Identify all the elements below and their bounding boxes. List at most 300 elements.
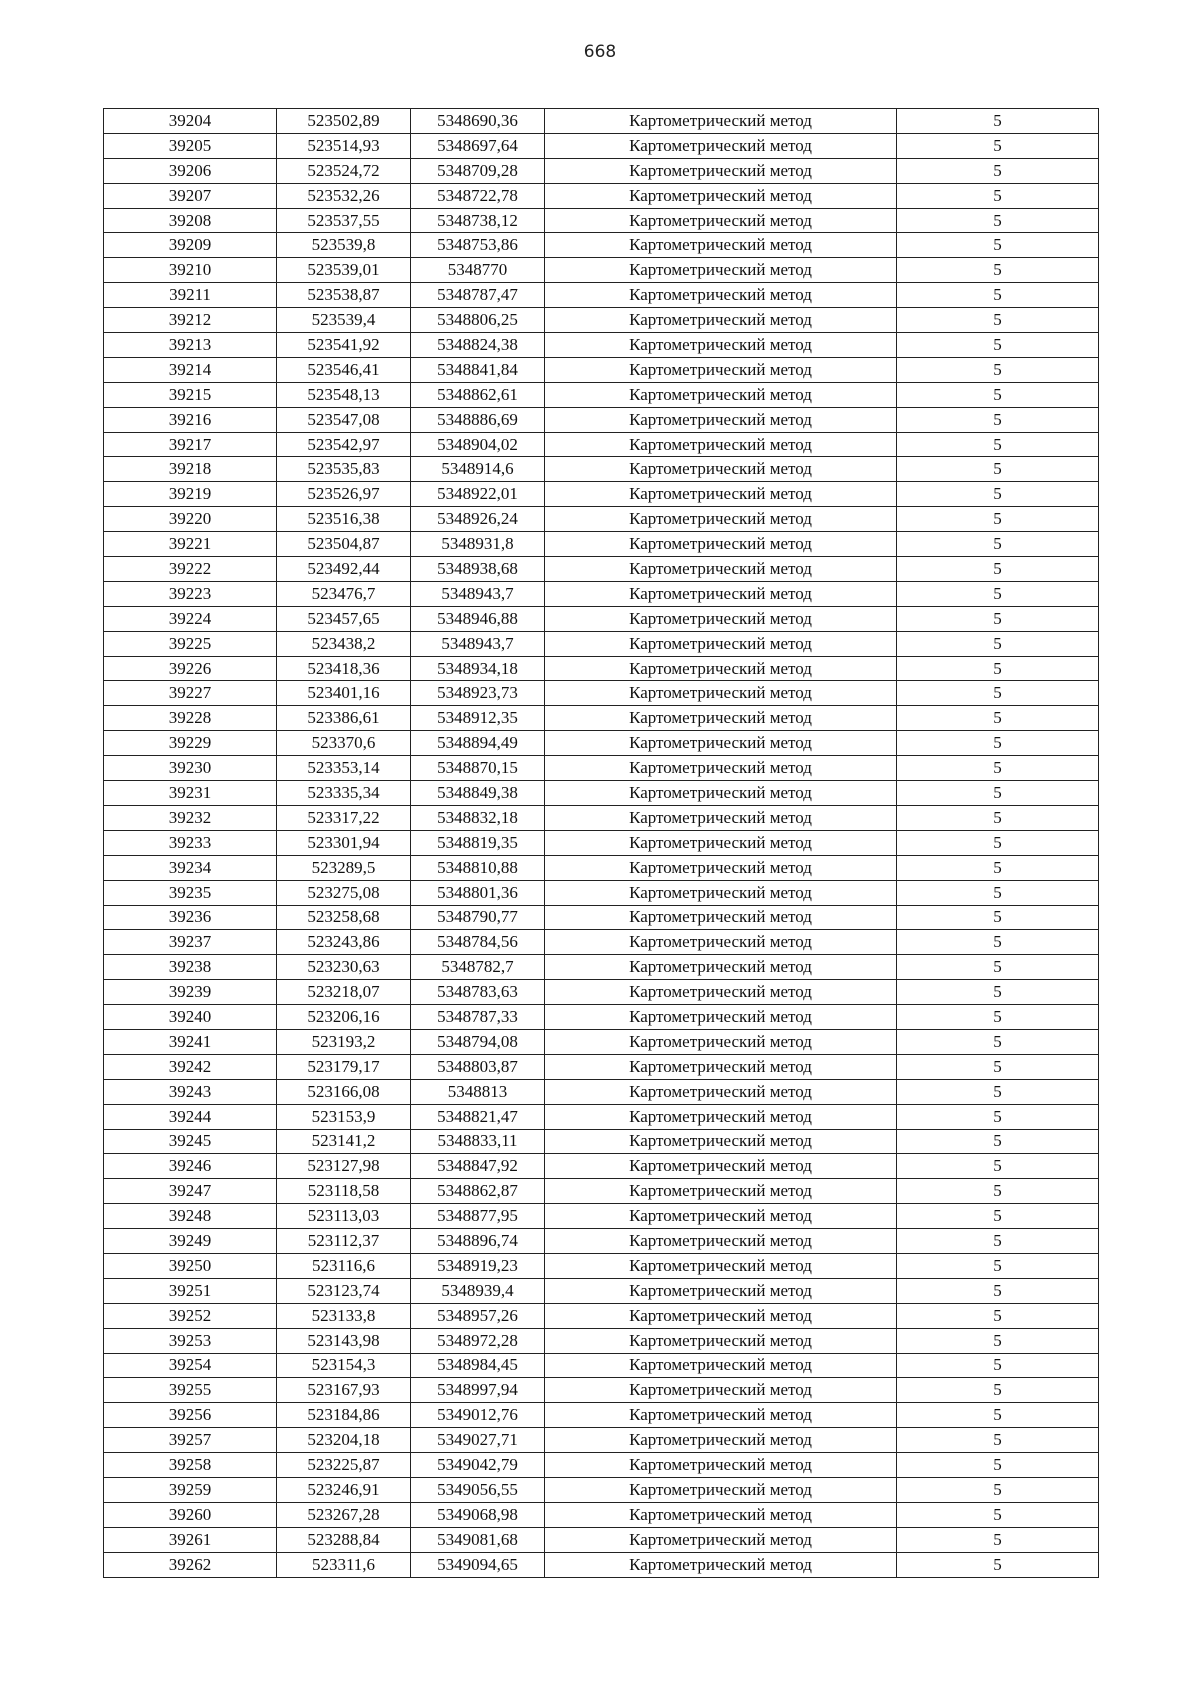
y-coordinate-cell: 5348790,77: [411, 905, 545, 930]
y-coordinate-cell: 5348862,87: [411, 1179, 545, 1204]
point-number-cell: 39214: [104, 357, 277, 382]
point-number-cell: 39231: [104, 781, 277, 806]
method-cell: Картометрический метод: [545, 855, 897, 880]
accuracy-cell: 5: [897, 1353, 1099, 1378]
method-cell: Картометрический метод: [545, 258, 897, 283]
accuracy-cell: 5: [897, 158, 1099, 183]
point-number-cell: 39257: [104, 1428, 277, 1453]
y-coordinate-cell: 5348787,33: [411, 1005, 545, 1030]
y-coordinate-cell: 5348810,88: [411, 855, 545, 880]
table-row: [104, 656, 1099, 681]
point-number-cell: 39246: [104, 1154, 277, 1179]
y-coordinate-cell: 5348803,87: [411, 1054, 545, 1079]
coordinates-table-body: [104, 109, 1099, 1578]
method-cell: Картометрический метод: [545, 283, 897, 308]
x-coordinate-cell: 523193,2: [277, 1029, 411, 1054]
x-coordinate-cell: 523538,87: [277, 283, 411, 308]
point-number-cell: 39230: [104, 756, 277, 781]
accuracy-cell: 5: [897, 183, 1099, 208]
point-number-cell: 39208: [104, 208, 277, 233]
method-cell: Картометрический метод: [545, 1079, 897, 1104]
method-cell: Картометрический метод: [545, 631, 897, 656]
y-coordinate-cell: 5348824,38: [411, 333, 545, 358]
y-coordinate-cell: 5348847,92: [411, 1154, 545, 1179]
method-cell: Картометрический метод: [545, 606, 897, 631]
y-coordinate-cell: 5348877,95: [411, 1204, 545, 1229]
x-coordinate-cell: 523167,93: [277, 1378, 411, 1403]
method-cell: Картометрический метод: [545, 1054, 897, 1079]
point-number-cell: 39225: [104, 631, 277, 656]
x-coordinate-cell: 523311,6: [277, 1552, 411, 1577]
coordinates-table: [103, 108, 1099, 1578]
point-number-cell: 39259: [104, 1477, 277, 1502]
table-row: [104, 407, 1099, 432]
x-coordinate-cell: 523143,98: [277, 1328, 411, 1353]
point-number-cell: 39258: [104, 1453, 277, 1478]
accuracy-cell: 5: [897, 357, 1099, 382]
x-coordinate-cell: 523504,87: [277, 532, 411, 557]
y-coordinate-cell: 5348912,35: [411, 706, 545, 731]
method-cell: Картометрический метод: [545, 681, 897, 706]
y-coordinate-cell: 5348984,45: [411, 1353, 545, 1378]
table-row: [104, 706, 1099, 731]
accuracy-cell: 5: [897, 1029, 1099, 1054]
table-row: [104, 283, 1099, 308]
table-row: [104, 1253, 1099, 1278]
x-coordinate-cell: 523133,8: [277, 1303, 411, 1328]
method-cell: Картометрический метод: [545, 1502, 897, 1527]
point-number-cell: 39215: [104, 382, 277, 407]
accuracy-cell: 5: [897, 880, 1099, 905]
accuracy-cell: 5: [897, 1229, 1099, 1254]
method-cell: Картометрический метод: [545, 507, 897, 532]
y-coordinate-cell: 5348919,23: [411, 1253, 545, 1278]
point-number-cell: 39210: [104, 258, 277, 283]
x-coordinate-cell: 523267,28: [277, 1502, 411, 1527]
table-row: [104, 1179, 1099, 1204]
table-row: [104, 482, 1099, 507]
y-coordinate-cell: 5348722,78: [411, 183, 545, 208]
method-cell: Картометрический метод: [545, 1477, 897, 1502]
method-cell: Картометрический метод: [545, 1179, 897, 1204]
y-coordinate-cell: 5348931,8: [411, 532, 545, 557]
table-row: [104, 731, 1099, 756]
method-cell: Картометрический метод: [545, 955, 897, 980]
x-coordinate-cell: 523317,22: [277, 805, 411, 830]
method-cell: Картометрический метод: [545, 980, 897, 1005]
accuracy-cell: 5: [897, 208, 1099, 233]
point-number-cell: 39253: [104, 1328, 277, 1353]
x-coordinate-cell: 523288,84: [277, 1527, 411, 1552]
y-coordinate-cell: 5348783,63: [411, 980, 545, 1005]
point-number-cell: 39252: [104, 1303, 277, 1328]
accuracy-cell: 5: [897, 1552, 1099, 1577]
x-coordinate-cell: 523116,6: [277, 1253, 411, 1278]
point-number-cell: 39228: [104, 706, 277, 731]
method-cell: Картометрический метод: [545, 308, 897, 333]
method-cell: Картометрический метод: [545, 183, 897, 208]
point-number-cell: 39216: [104, 407, 277, 432]
accuracy-cell: 5: [897, 980, 1099, 1005]
point-number-cell: 39242: [104, 1054, 277, 1079]
table-row: [104, 980, 1099, 1005]
accuracy-cell: 5: [897, 1378, 1099, 1403]
y-coordinate-cell: 5349012,76: [411, 1403, 545, 1428]
table-row: [104, 930, 1099, 955]
table-row: [104, 581, 1099, 606]
y-coordinate-cell: 5348943,7: [411, 581, 545, 606]
accuracy-cell: 5: [897, 681, 1099, 706]
x-coordinate-cell: 523438,2: [277, 631, 411, 656]
x-coordinate-cell: 523301,94: [277, 830, 411, 855]
point-number-cell: 39219: [104, 482, 277, 507]
point-number-cell: 39218: [104, 457, 277, 482]
point-number-cell: 39244: [104, 1104, 277, 1129]
x-coordinate-cell: 523141,2: [277, 1129, 411, 1154]
x-coordinate-cell: 523541,92: [277, 333, 411, 358]
y-coordinate-cell: 5348787,47: [411, 283, 545, 308]
accuracy-cell: 5: [897, 482, 1099, 507]
x-coordinate-cell: 523516,38: [277, 507, 411, 532]
table-row: [104, 1129, 1099, 1154]
table-row: [104, 432, 1099, 457]
point-number-cell: 39240: [104, 1005, 277, 1030]
y-coordinate-cell: 5348770: [411, 258, 545, 283]
accuracy-cell: 5: [897, 1527, 1099, 1552]
table-row: [104, 532, 1099, 557]
y-coordinate-cell: 5348972,28: [411, 1328, 545, 1353]
table-row: [104, 1154, 1099, 1179]
accuracy-cell: 5: [897, 233, 1099, 258]
point-number-cell: 39224: [104, 606, 277, 631]
accuracy-cell: 5: [897, 283, 1099, 308]
point-number-cell: 39235: [104, 880, 277, 905]
method-cell: Картометрический метод: [545, 930, 897, 955]
point-number-cell: 39221: [104, 532, 277, 557]
accuracy-cell: 5: [897, 109, 1099, 134]
point-number-cell: 39238: [104, 955, 277, 980]
point-number-cell: 39250: [104, 1253, 277, 1278]
x-coordinate-cell: 523537,55: [277, 208, 411, 233]
y-coordinate-cell: 5349027,71: [411, 1428, 545, 1453]
y-coordinate-cell: 5348753,86: [411, 233, 545, 258]
accuracy-cell: 5: [897, 507, 1099, 532]
table-row: [104, 133, 1099, 158]
accuracy-cell: 5: [897, 1502, 1099, 1527]
x-coordinate-cell: 523548,13: [277, 382, 411, 407]
accuracy-cell: 5: [897, 457, 1099, 482]
accuracy-cell: 5: [897, 432, 1099, 457]
point-number-cell: 39248: [104, 1204, 277, 1229]
x-coordinate-cell: 523230,63: [277, 955, 411, 980]
accuracy-cell: 5: [897, 1253, 1099, 1278]
method-cell: Картометрический метод: [545, 1378, 897, 1403]
point-number-cell: 39233: [104, 830, 277, 855]
accuracy-cell: 5: [897, 407, 1099, 432]
table-row: [104, 1502, 1099, 1527]
table-row: [104, 507, 1099, 532]
x-coordinate-cell: 523225,87: [277, 1453, 411, 1478]
x-coordinate-cell: 523492,44: [277, 557, 411, 582]
y-coordinate-cell: 5348819,35: [411, 830, 545, 855]
y-coordinate-cell: 5349068,98: [411, 1502, 545, 1527]
y-coordinate-cell: 5348697,64: [411, 133, 545, 158]
x-coordinate-cell: 523539,4: [277, 308, 411, 333]
x-coordinate-cell: 523353,14: [277, 756, 411, 781]
method-cell: Картометрический метод: [545, 1403, 897, 1428]
accuracy-cell: 5: [897, 581, 1099, 606]
x-coordinate-cell: 523123,74: [277, 1278, 411, 1303]
method-cell: Картометрический метод: [545, 407, 897, 432]
method-cell: Картометрический метод: [545, 905, 897, 930]
x-coordinate-cell: 523206,16: [277, 1005, 411, 1030]
x-coordinate-cell: 523546,41: [277, 357, 411, 382]
table-row: [104, 631, 1099, 656]
y-coordinate-cell: 5348922,01: [411, 482, 545, 507]
table-row: [104, 955, 1099, 980]
accuracy-cell: 5: [897, 1079, 1099, 1104]
method-cell: Картометрический метод: [545, 1453, 897, 1478]
x-coordinate-cell: 523113,03: [277, 1204, 411, 1229]
method-cell: Картометрический метод: [545, 1303, 897, 1328]
y-coordinate-cell: 5348841,84: [411, 357, 545, 382]
accuracy-cell: 5: [897, 1477, 1099, 1502]
method-cell: Картометрический метод: [545, 1029, 897, 1054]
table-row: [104, 1353, 1099, 1378]
x-coordinate-cell: 523547,08: [277, 407, 411, 432]
table-row: [104, 457, 1099, 482]
x-coordinate-cell: 523289,5: [277, 855, 411, 880]
x-coordinate-cell: 523243,86: [277, 930, 411, 955]
point-number-cell: 39204: [104, 109, 277, 134]
accuracy-cell: 5: [897, 631, 1099, 656]
table-row: [104, 1378, 1099, 1403]
table-row: [104, 308, 1099, 333]
point-number-cell: 39260: [104, 1502, 277, 1527]
x-coordinate-cell: 523184,86: [277, 1403, 411, 1428]
x-coordinate-cell: 523275,08: [277, 880, 411, 905]
table-row: [104, 1403, 1099, 1428]
x-coordinate-cell: 523246,91: [277, 1477, 411, 1502]
y-coordinate-cell: 5348801,36: [411, 880, 545, 905]
method-cell: Картометрический метод: [545, 1527, 897, 1552]
accuracy-cell: 5: [897, 830, 1099, 855]
table-row: [104, 258, 1099, 283]
point-number-cell: 39236: [104, 905, 277, 930]
accuracy-cell: 5: [897, 1204, 1099, 1229]
accuracy-cell: 5: [897, 133, 1099, 158]
method-cell: Картометрический метод: [545, 482, 897, 507]
table-row: [104, 183, 1099, 208]
accuracy-cell: 5: [897, 557, 1099, 582]
table-row: [104, 1278, 1099, 1303]
y-coordinate-cell: 5348894,49: [411, 731, 545, 756]
y-coordinate-cell: 5348957,26: [411, 1303, 545, 1328]
table-row: [104, 1005, 1099, 1030]
x-coordinate-cell: 523539,8: [277, 233, 411, 258]
table-row: [104, 880, 1099, 905]
method-cell: Картометрический метод: [545, 706, 897, 731]
table-row: [104, 1204, 1099, 1229]
table-row: [104, 1428, 1099, 1453]
accuracy-cell: 5: [897, 706, 1099, 731]
point-number-cell: 39245: [104, 1129, 277, 1154]
y-coordinate-cell: 5348904,02: [411, 432, 545, 457]
method-cell: Картометрический метод: [545, 1154, 897, 1179]
method-cell: Картометрический метод: [545, 1104, 897, 1129]
point-number-cell: 39212: [104, 308, 277, 333]
point-number-cell: 39251: [104, 1278, 277, 1303]
accuracy-cell: 5: [897, 930, 1099, 955]
y-coordinate-cell: 5348896,74: [411, 1229, 545, 1254]
table-row: [104, 1527, 1099, 1552]
method-cell: Картометрический метод: [545, 1204, 897, 1229]
x-coordinate-cell: 523514,93: [277, 133, 411, 158]
method-cell: Картометрический метод: [545, 1005, 897, 1030]
accuracy-cell: 5: [897, 1129, 1099, 1154]
y-coordinate-cell: 5348849,38: [411, 781, 545, 806]
method-cell: Картометрический метод: [545, 756, 897, 781]
method-cell: Картометрический метод: [545, 1129, 897, 1154]
y-coordinate-cell: 5348806,25: [411, 308, 545, 333]
y-coordinate-cell: 5348939,4: [411, 1278, 545, 1303]
method-cell: Картометрический метод: [545, 109, 897, 134]
y-coordinate-cell: 5348832,18: [411, 805, 545, 830]
y-coordinate-cell: 5348738,12: [411, 208, 545, 233]
table-row: [104, 781, 1099, 806]
x-coordinate-cell: 523112,37: [277, 1229, 411, 1254]
table-row: [104, 805, 1099, 830]
accuracy-cell: 5: [897, 308, 1099, 333]
y-coordinate-cell: 5348784,56: [411, 930, 545, 955]
accuracy-cell: 5: [897, 1154, 1099, 1179]
y-coordinate-cell: 5348946,88: [411, 606, 545, 631]
method-cell: Картометрический метод: [545, 656, 897, 681]
x-coordinate-cell: 523204,18: [277, 1428, 411, 1453]
method-cell: Картометрический метод: [545, 457, 897, 482]
method-cell: Картометрический метод: [545, 805, 897, 830]
table-row: [104, 557, 1099, 582]
x-coordinate-cell: 523502,89: [277, 109, 411, 134]
table-row: [104, 1303, 1099, 1328]
y-coordinate-cell: 5348782,7: [411, 955, 545, 980]
accuracy-cell: 5: [897, 258, 1099, 283]
point-number-cell: 39243: [104, 1079, 277, 1104]
accuracy-cell: 5: [897, 781, 1099, 806]
method-cell: Картометрический метод: [545, 133, 897, 158]
x-coordinate-cell: 523532,26: [277, 183, 411, 208]
x-coordinate-cell: 523370,6: [277, 731, 411, 756]
x-coordinate-cell: 523476,7: [277, 581, 411, 606]
y-coordinate-cell: 5348923,73: [411, 681, 545, 706]
method-cell: Картометрический метод: [545, 1552, 897, 1577]
table-row: [104, 382, 1099, 407]
method-cell: Картометрический метод: [545, 1229, 897, 1254]
point-number-cell: 39206: [104, 158, 277, 183]
x-coordinate-cell: 523166,08: [277, 1079, 411, 1104]
x-coordinate-cell: 523539,01: [277, 258, 411, 283]
table-row: [104, 905, 1099, 930]
method-cell: Картометрический метод: [545, 781, 897, 806]
point-number-cell: 39223: [104, 581, 277, 606]
accuracy-cell: 5: [897, 656, 1099, 681]
accuracy-cell: 5: [897, 1403, 1099, 1428]
table-row: [104, 1054, 1099, 1079]
x-coordinate-cell: 523218,07: [277, 980, 411, 1005]
y-coordinate-cell: 5348690,36: [411, 109, 545, 134]
y-coordinate-cell: 5349042,79: [411, 1453, 545, 1478]
point-number-cell: 39227: [104, 681, 277, 706]
table-row: [104, 1104, 1099, 1129]
point-number-cell: 39207: [104, 183, 277, 208]
method-cell: Картометрический метод: [545, 1253, 897, 1278]
accuracy-cell: 5: [897, 532, 1099, 557]
table-row: [104, 357, 1099, 382]
accuracy-cell: 5: [897, 333, 1099, 358]
point-number-cell: 39255: [104, 1378, 277, 1403]
point-number-cell: 39211: [104, 283, 277, 308]
point-number-cell: 39213: [104, 333, 277, 358]
method-cell: Картометрический метод: [545, 532, 897, 557]
table-row: [104, 830, 1099, 855]
y-coordinate-cell: 5349081,68: [411, 1527, 545, 1552]
y-coordinate-cell: 5348821,47: [411, 1104, 545, 1129]
table-row: [104, 1079, 1099, 1104]
method-cell: Картометрический метод: [545, 357, 897, 382]
x-coordinate-cell: 523127,98: [277, 1154, 411, 1179]
y-coordinate-cell: 5348709,28: [411, 158, 545, 183]
x-coordinate-cell: 523535,83: [277, 457, 411, 482]
point-number-cell: 39232: [104, 805, 277, 830]
method-cell: Картометрический метод: [545, 830, 897, 855]
point-number-cell: 39256: [104, 1403, 277, 1428]
x-coordinate-cell: 523118,58: [277, 1179, 411, 1204]
x-coordinate-cell: 523457,65: [277, 606, 411, 631]
y-coordinate-cell: 5348926,24: [411, 507, 545, 532]
accuracy-cell: 5: [897, 1278, 1099, 1303]
point-number-cell: 39220: [104, 507, 277, 532]
accuracy-cell: 5: [897, 1428, 1099, 1453]
method-cell: Картометрический метод: [545, 1428, 897, 1453]
y-coordinate-cell: 5348914,6: [411, 457, 545, 482]
point-number-cell: 39234: [104, 855, 277, 880]
method-cell: Картометрический метод: [545, 1278, 897, 1303]
page-number: 668: [583, 42, 617, 62]
table-row: [104, 1328, 1099, 1353]
x-coordinate-cell: 523524,72: [277, 158, 411, 183]
point-number-cell: 39241: [104, 1029, 277, 1054]
x-coordinate-cell: 523258,68: [277, 905, 411, 930]
accuracy-cell: 5: [897, 1303, 1099, 1328]
table-row: [104, 1453, 1099, 1478]
x-coordinate-cell: 523542,97: [277, 432, 411, 457]
y-coordinate-cell: 5348833,11: [411, 1129, 545, 1154]
y-coordinate-cell: 5348943,7: [411, 631, 545, 656]
y-coordinate-cell: 5348997,94: [411, 1378, 545, 1403]
x-coordinate-cell: 523153,9: [277, 1104, 411, 1129]
accuracy-cell: 5: [897, 1005, 1099, 1030]
accuracy-cell: 5: [897, 805, 1099, 830]
table-row: [104, 855, 1099, 880]
method-cell: Картометрический метод: [545, 581, 897, 606]
method-cell: Картометрический метод: [545, 1328, 897, 1353]
accuracy-cell: 5: [897, 855, 1099, 880]
x-coordinate-cell: 523154,3: [277, 1353, 411, 1378]
x-coordinate-cell: 523179,17: [277, 1054, 411, 1079]
method-cell: Картометрический метод: [545, 880, 897, 905]
accuracy-cell: 5: [897, 1179, 1099, 1204]
accuracy-cell: 5: [897, 1328, 1099, 1353]
